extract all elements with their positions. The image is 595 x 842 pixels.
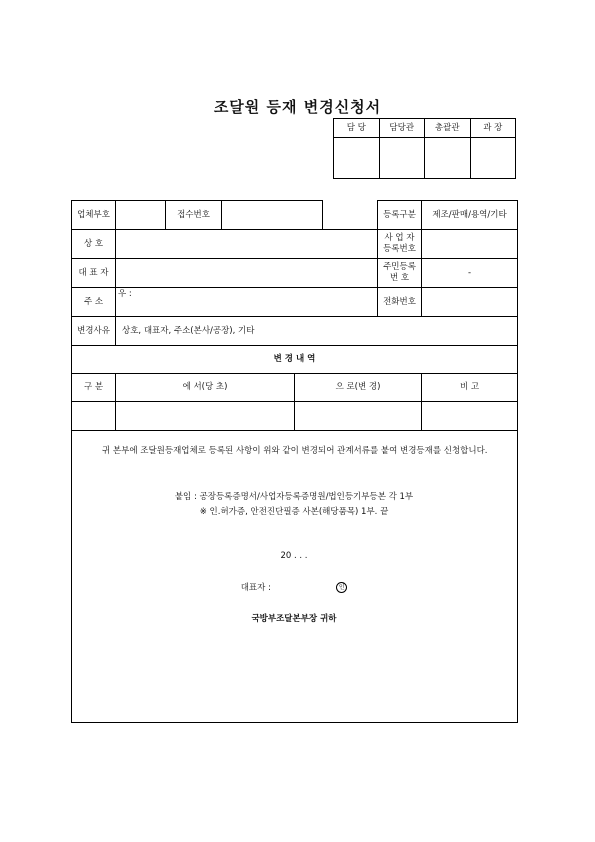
division-field[interactable]: [72, 402, 116, 431]
reg-type-label: 등록구분: [378, 201, 422, 230]
address-field[interactable]: [116, 288, 378, 317]
approval-sign-officer[interactable]: [379, 138, 425, 179]
postal-code-prefix: 우 :: [118, 289, 132, 299]
recipient-line: 국방부조달본부장 귀하: [251, 614, 337, 624]
phone-field[interactable]: [422, 288, 518, 317]
statement-paragraph: 귀 본부에 조달원등재업체로 등록된 사항이 위와 같이 변경되어 관계서류를 붙여 변경등재를 신청합니다.: [102, 446, 488, 456]
remarks-field[interactable]: [422, 402, 518, 431]
rrn-field[interactable]: -: [422, 259, 518, 288]
approval-sign-staff[interactable]: [334, 138, 380, 179]
approval-sign-general[interactable]: [425, 138, 471, 179]
representative-label: 대 표 자: [72, 259, 116, 288]
address-label: 주 소: [72, 288, 116, 317]
statement-box: [72, 431, 518, 723]
phone-label: 전화번호: [378, 288, 422, 317]
after-field[interactable]: [295, 402, 422, 431]
seal-icon: 인: [336, 582, 347, 593]
attachment-line: 붙임 : 공장등록증명서/사업자등록증명원/법인등기부등본 각 1부: [174, 492, 414, 502]
approval-box: [333, 118, 516, 179]
reg-type-value[interactable]: 제조/판매/용역/기타: [422, 201, 518, 230]
rrn-label: 주민등록 번 호: [378, 259, 422, 288]
receipt-no-field[interactable]: [222, 201, 323, 230]
trade-name-label: 상 호: [72, 230, 116, 259]
approval-header-officer: 담당관: [379, 119, 425, 138]
col-remarks-header: 비 고: [422, 374, 518, 402]
approval-header-staff: 담 당: [334, 119, 380, 138]
before-field[interactable]: [116, 402, 295, 431]
receipt-no-label: 접수번호: [166, 201, 222, 230]
biz-reg-label: 사 업 자 등록번호: [378, 230, 422, 259]
representative-field[interactable]: [116, 259, 378, 288]
representative-sign-line: [71, 581, 517, 593]
trade-name-field[interactable]: [116, 230, 378, 259]
approval-header-general: 총괄관: [425, 119, 471, 138]
reason-options[interactable]: 상호, 대표자, 주소(본사/공장), 기타: [116, 317, 518, 346]
approval-sign-chief[interactable]: [470, 138, 516, 179]
company-no-field[interactable]: [116, 201, 166, 230]
rep-sign-label: 대표자 :: [240, 583, 271, 593]
attachment-note: ※ 인.허가증, 안전진단필증 사본(해당품목) 1부. 끝: [199, 507, 389, 517]
col-after-header: 으 로(변 경): [295, 374, 422, 402]
application-form-table: [71, 200, 518, 723]
col-division-header: 구 분: [72, 374, 116, 402]
reason-label: 변경사유: [72, 317, 116, 346]
approval-header-chief: 과 장: [470, 119, 516, 138]
details-title: 변 경 내 역: [72, 346, 518, 374]
form-title: 조달원 등재 변경신청서: [213, 98, 382, 116]
col-before-header: 에 서(당 초): [116, 374, 295, 402]
company-no-label: 업체부호: [72, 201, 116, 230]
date-line[interactable]: 20 . . .: [280, 551, 308, 561]
biz-reg-field[interactable]: [422, 230, 518, 259]
